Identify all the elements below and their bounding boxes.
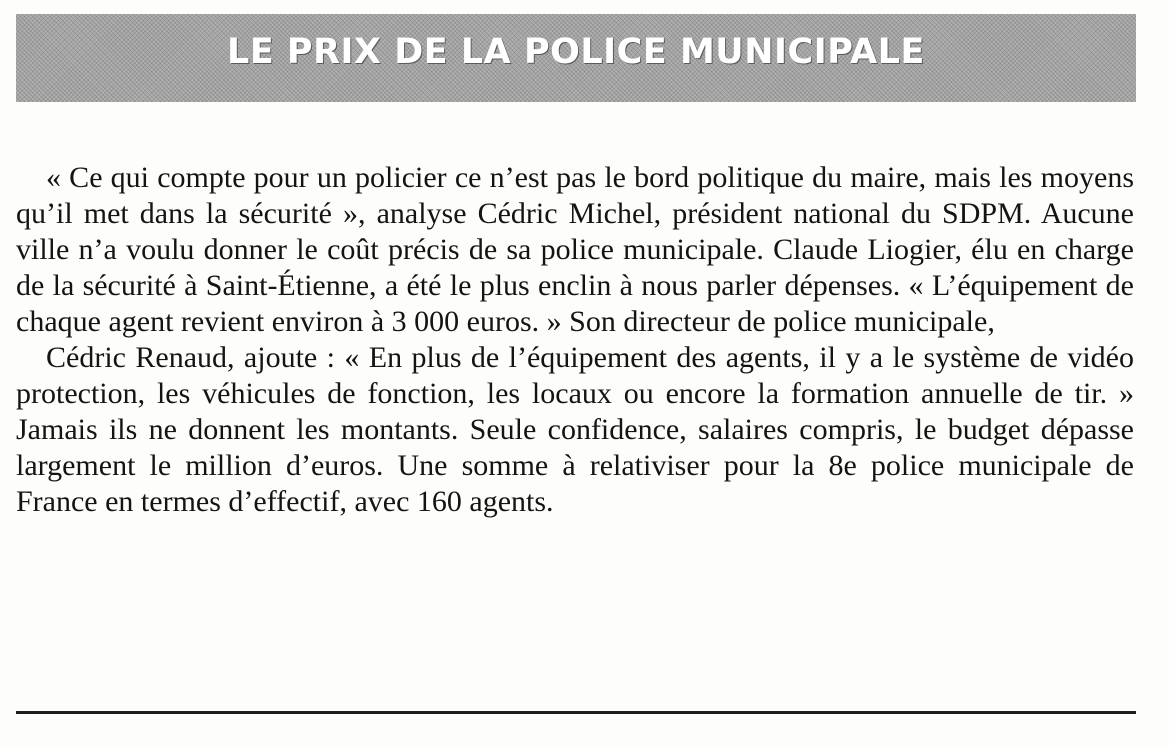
article-title: LE PRIX DE LA POLICE MUNICIPALE [227, 32, 925, 72]
article-paragraph: Cédric Renaud, ajoute : « En plus de l’équipement des agents, il y a le système de vidéo protection, les véhicules de fonction, les locaux ou encore la formation annuelle de tir. » Jamais ils ne donnent les montants. Seule confidence, salaires compris, le budget dépasse largement le million d’euros. Une somme à relativiser pour la 8e police municipale de France en termes d’effectif, avec 160 agents. [16, 341, 1134, 518]
article-paragraph: « Ce qui compte pour un policier ce n’est pas le bord politique du maire, mais les moyens qu’il met dans la sécurité », analyse Cédric Michel, président national du SDPM. Aucune ville n’a voulu donner le coût précis de sa police municipale. Claude Liogier, élu en charge de la sécurité à Saint-Étienne, a été le plus enclin à nous parler dépenses. « L’équipement de chaque agent revient environ à 3 000 euros. » Son directeur de police municipale, [16, 161, 1134, 338]
article-body [16, 160, 1134, 520]
bottom-divider [16, 711, 1136, 714]
title-banner [16, 14, 1136, 102]
